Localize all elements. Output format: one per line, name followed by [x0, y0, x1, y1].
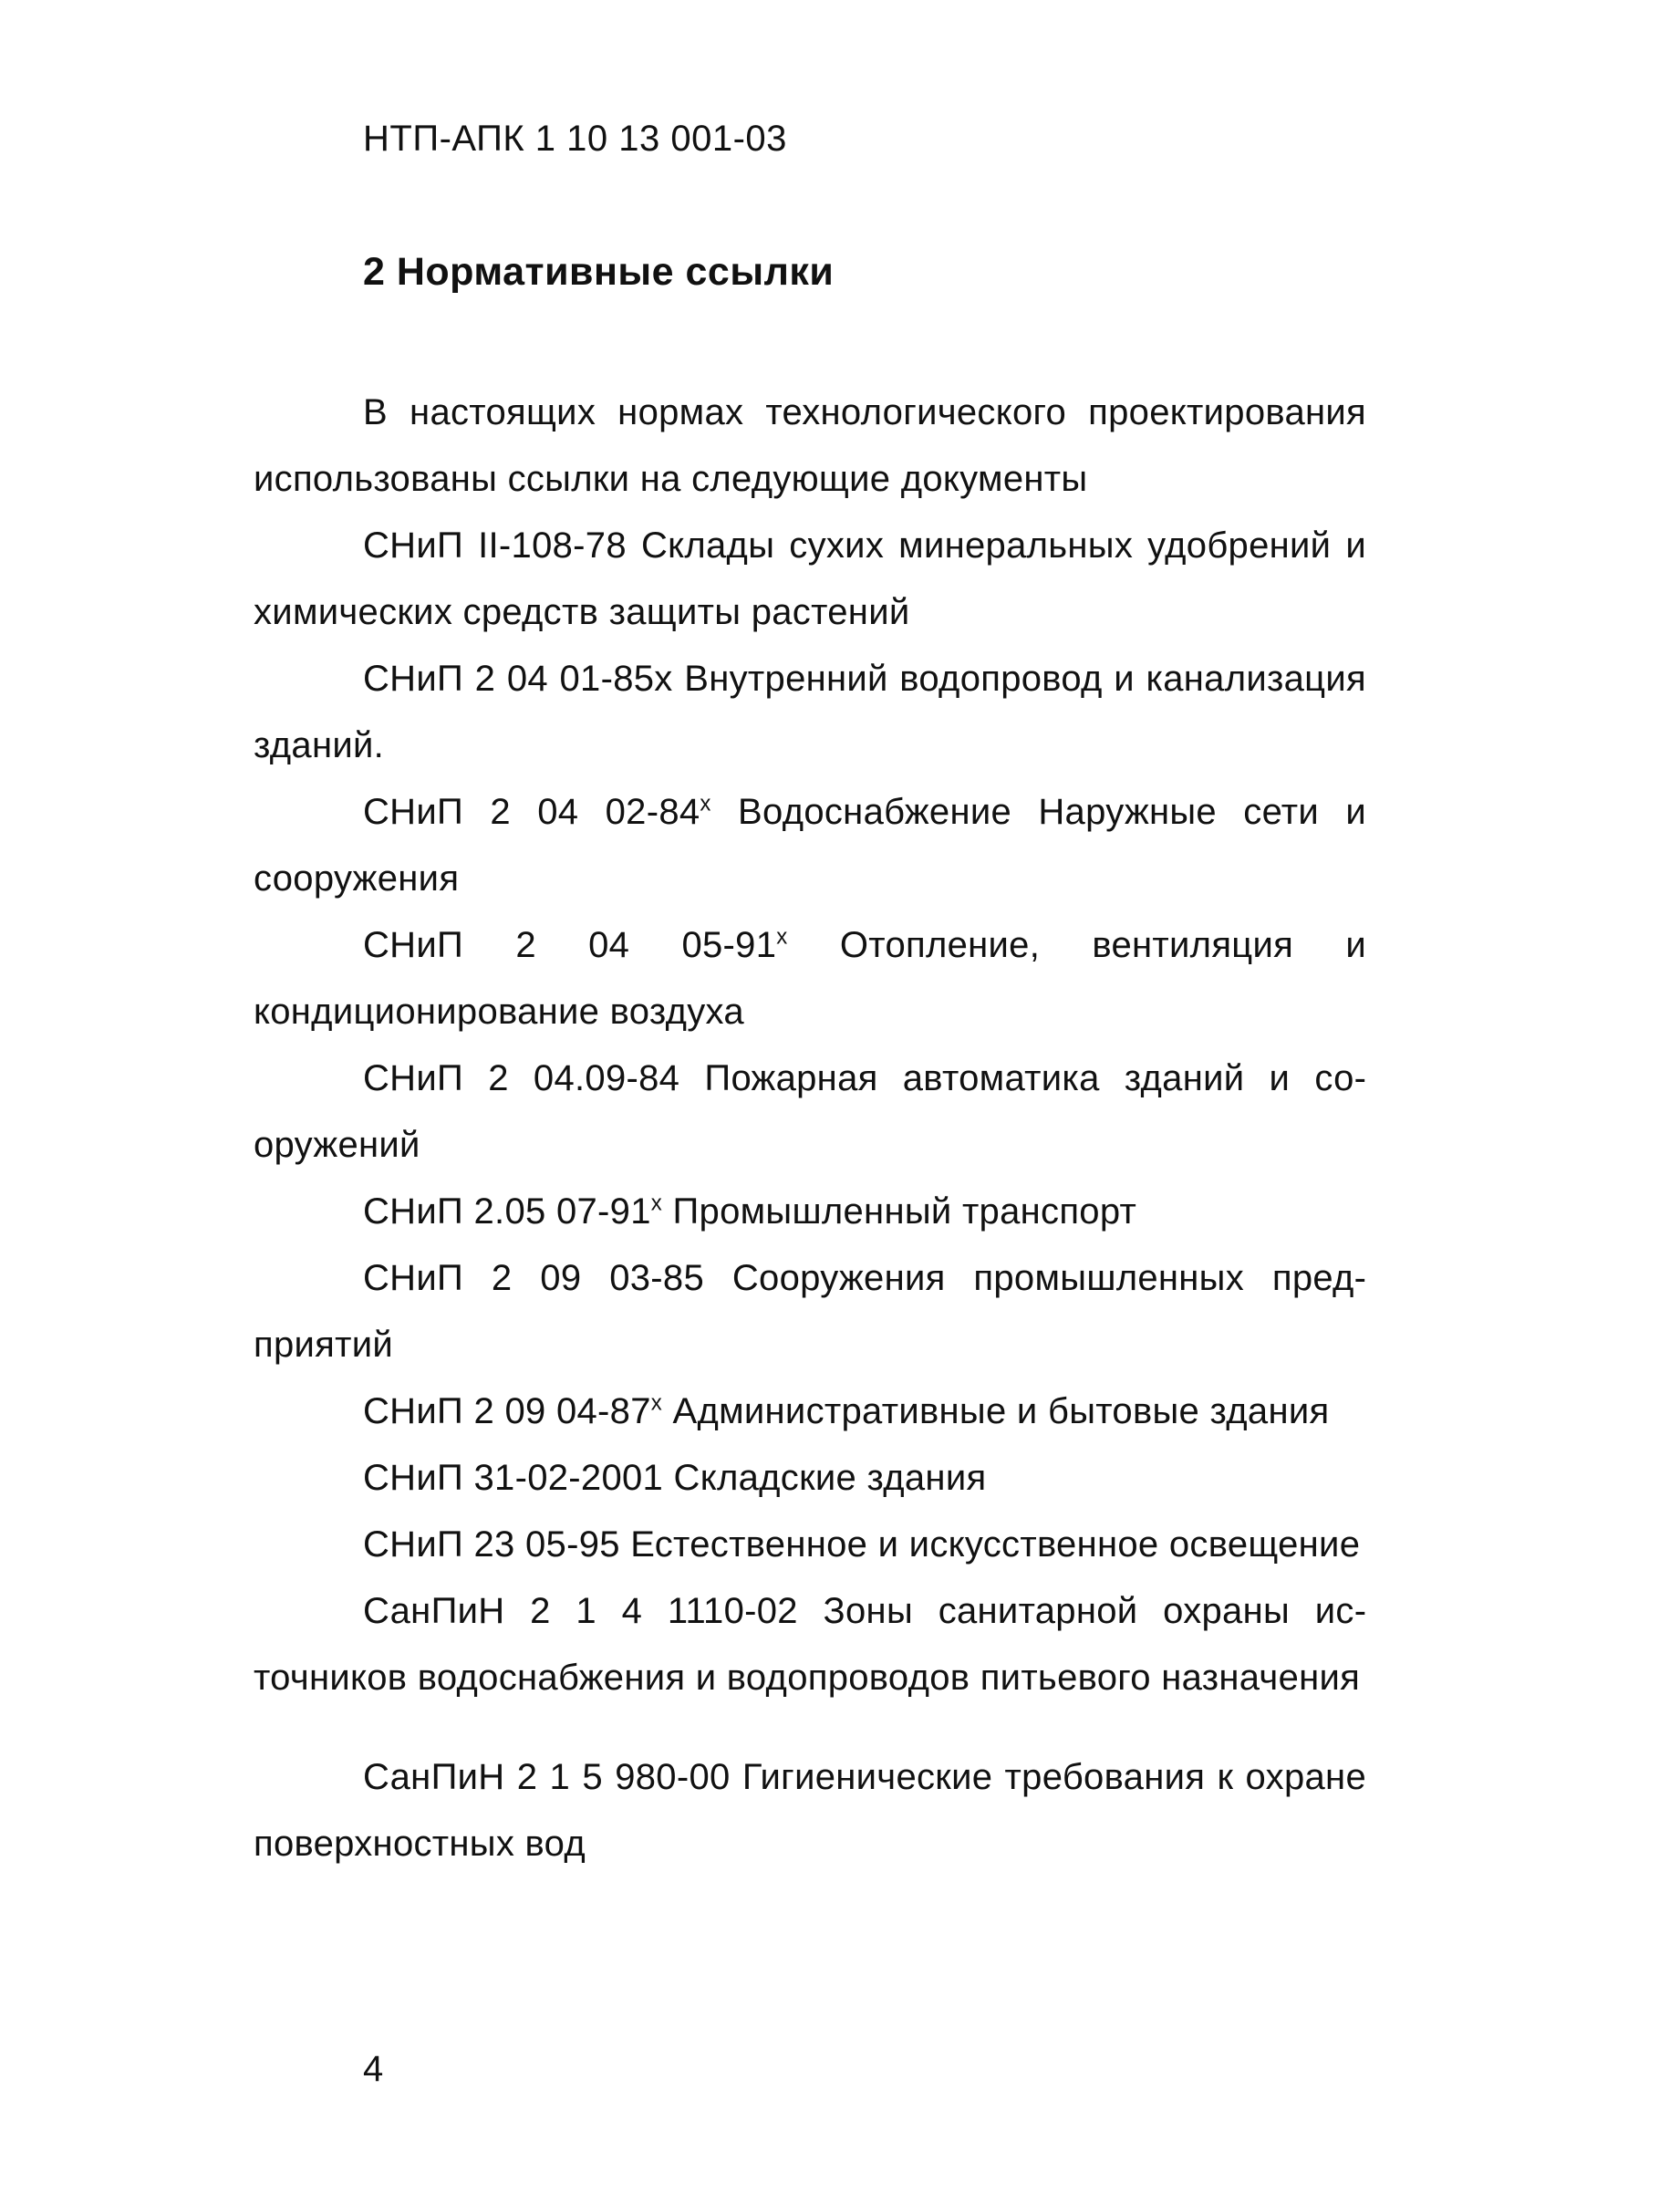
reference-title: Сооружения промышленных предприятий: [254, 1258, 1366, 1365]
reference-code: СНиП 2 04 05-91$^x$: [363, 924, 788, 965]
reference-item: [254, 1512, 1366, 1578]
reference-title: Пожарная автоматика зданий и сооружений: [254, 1058, 1366, 1165]
reference-item: [254, 912, 1366, 1045]
reference-item: [254, 1445, 1366, 1512]
reference-code: СНиП 2 04.09-84: [363, 1058, 680, 1098]
reference-code: СНиП 31-02-2001: [363, 1458, 664, 1498]
document-code: НТП-АПК 1 10 13 001-03: [363, 119, 787, 159]
reference-title: Промышленный транспорт: [672, 1191, 1137, 1232]
reference-code: СНиП 2 09 04-87$^x$: [363, 1390, 663, 1431]
reference-code: СанПиН 2 1 4 1110-02: [363, 1591, 798, 1631]
reference-title: Административные и бытовые здания: [672, 1391, 1330, 1431]
reference-code: СНиП 2.05 07-91$^x$: [363, 1191, 663, 1232]
reference-item: [254, 646, 1366, 779]
reference-title: Водоснабжение Наружные сети и сооружения: [254, 792, 1367, 899]
intro-paragraph: В настоящих нормах технологического проектирования использованы ссылки на следующие документы: [254, 392, 1366, 499]
reference-title: Внутренний водопровод и канализация зданий.: [254, 659, 1366, 765]
reference-code: СНиП 2 04 01-85х: [363, 659, 673, 699]
reference-title: Складские здания: [673, 1458, 987, 1498]
reference-title: Естественное и искусственное освещение: [630, 1524, 1361, 1565]
section-body: [254, 380, 1366, 1877]
reference-item: [254, 1245, 1366, 1378]
reference-item: [254, 1578, 1366, 1711]
page-number: 4: [363, 2049, 384, 2089]
section-title: 2 Нормативные ссылки: [363, 250, 835, 294]
reference-title: Гигиенические требования к охране поверхностных вод: [254, 1757, 1366, 1864]
reference-item: [254, 1744, 1366, 1877]
reference-code: СНиП 2 09 03-85: [363, 1258, 705, 1298]
reference-code: СНиП II-108-78: [363, 525, 627, 566]
reference-title: Склады сухих минеральных удобрений и химических средств защиты растений: [254, 525, 1366, 632]
reference-item: [254, 1179, 1366, 1245]
reference-item: [254, 1378, 1366, 1445]
reference-item: [254, 1045, 1366, 1179]
reference-code: СНиП 2 04 02-84$^x$: [363, 791, 711, 832]
reference-code: СанПиН 2 1 5 980-00: [363, 1757, 731, 1797]
reference-item: [254, 779, 1366, 912]
reference-item: [254, 513, 1366, 646]
reference-title: Отопление, вентиляция и кондиционирование воздуха: [254, 925, 1366, 1032]
reference-title: Зоны санитарной охраны источников водоснабжения и водопроводов питьевого назначения: [254, 1591, 1367, 1698]
reference-code: СНиП 23 05-95: [363, 1524, 620, 1565]
